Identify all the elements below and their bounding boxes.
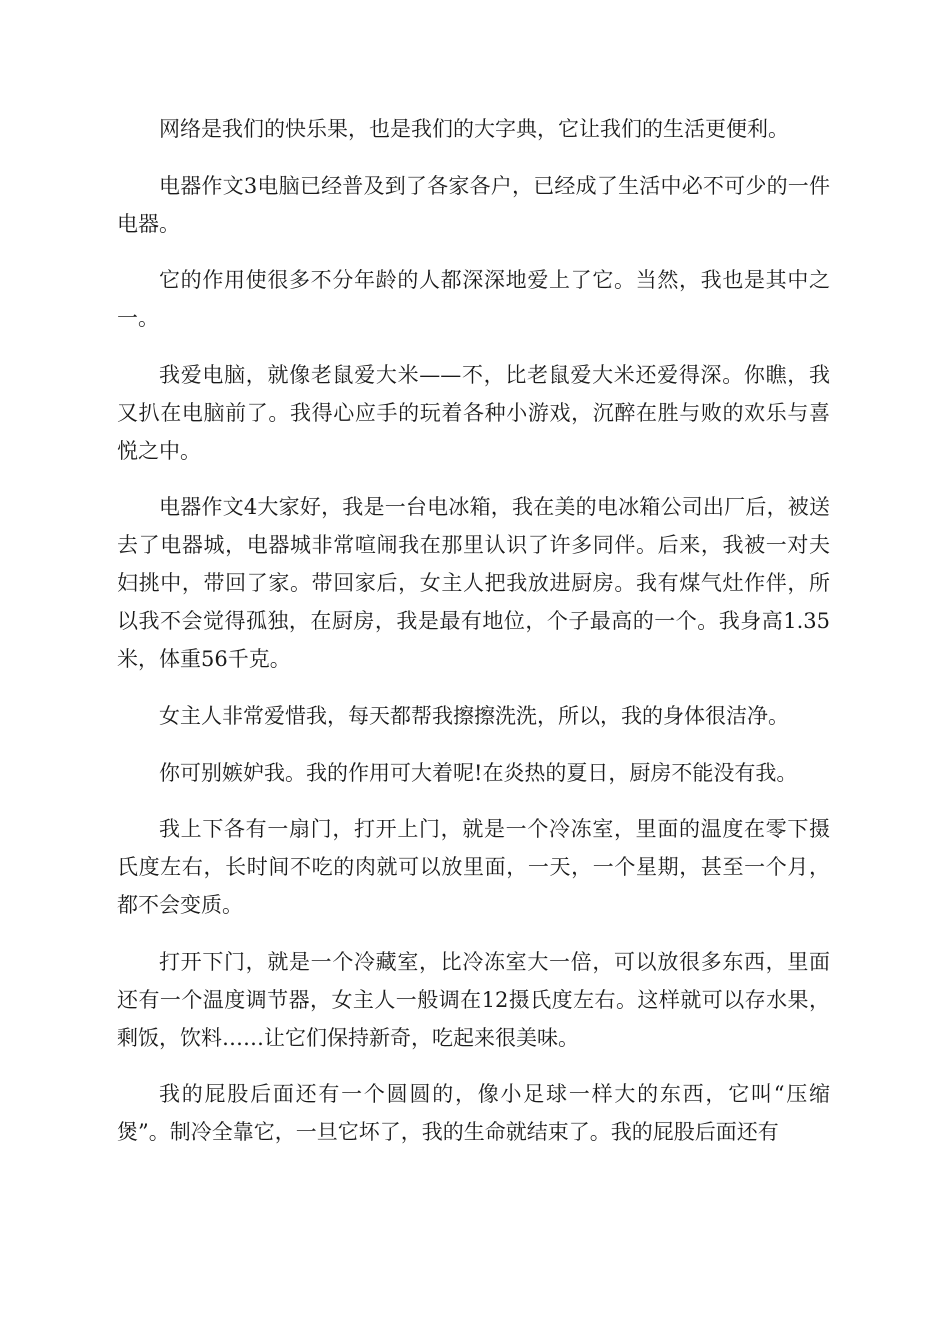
paragraph-7: 你可别嫉妒我。我的作用可大着呢!在炎热的夏日，厨房不能没有我。 (159, 760, 798, 785)
paragraph-6: 女主人非常爱惜我，每天都帮我擦擦洗洗，所以，我的身体很洁净。 (159, 703, 789, 728)
paragraph-2: 电器作文3电脑已经普及到了各家各户，已经成了生活中必不可少的一件电器。 (117, 173, 830, 236)
paragraph-4: 我爱电脑，就像老鼠爱大米——不，比老鼠爱大米还爱得深。你瞧，我又扒在电脑前了。我得心应手的玩着各种小游戏，沉醉在胜与败的欢乐与喜悦之中。 (117, 362, 830, 463)
paragraph-8: 我上下各有一扇门，打开上门，就是一个冷冻室，里面的温度在零下摄氏度左右，长时间不吃的肉就可以放里面，一天，一个星期，甚至一个月，都不会变质。 (117, 817, 830, 918)
paragraph-1: 网络是我们的快乐果，也是我们的大字典，它让我们的生活更便利。 (159, 117, 789, 141)
paragraph-10: 我的屁股后面还有一个圆圆的，像小足球一样大的东西，它叫“压缩煲”。制冷全靠它，一旦它坏了，我的生命就结束了。我的屁股后面还有 (117, 1082, 830, 1145)
paragraph-9: 打开下门，就是一个冷藏室，比冷冻室大一倍，可以放很多东西，里面还有一个温度调节器，女主人一般调在12摄氏度左右。这样就可以存水果，剩饭，饮料……让它们保持新奇，吃起来很美味。 (117, 949, 830, 1050)
paragraph-5: 电器作文4大家好，我是一台电冰箱，我在美的电冰箱公司出厂后，被送去了电器城，电器城非常喧闹我在那里认识了许多同伴。后来，我被一对夫妇挑中，带回了家。带回家后，女主人把我放进厨房。我有煤气灶作伴，所以我不会觉得孤独，在厨房，我是最有地位，个子最高的一个。我身高1.35米，体重56千克。 (117, 495, 830, 672)
paragraph-3: 它的作用使很多不分年龄的人都深深地爱上了它。当然，我也是其中之一。 (117, 268, 830, 331)
